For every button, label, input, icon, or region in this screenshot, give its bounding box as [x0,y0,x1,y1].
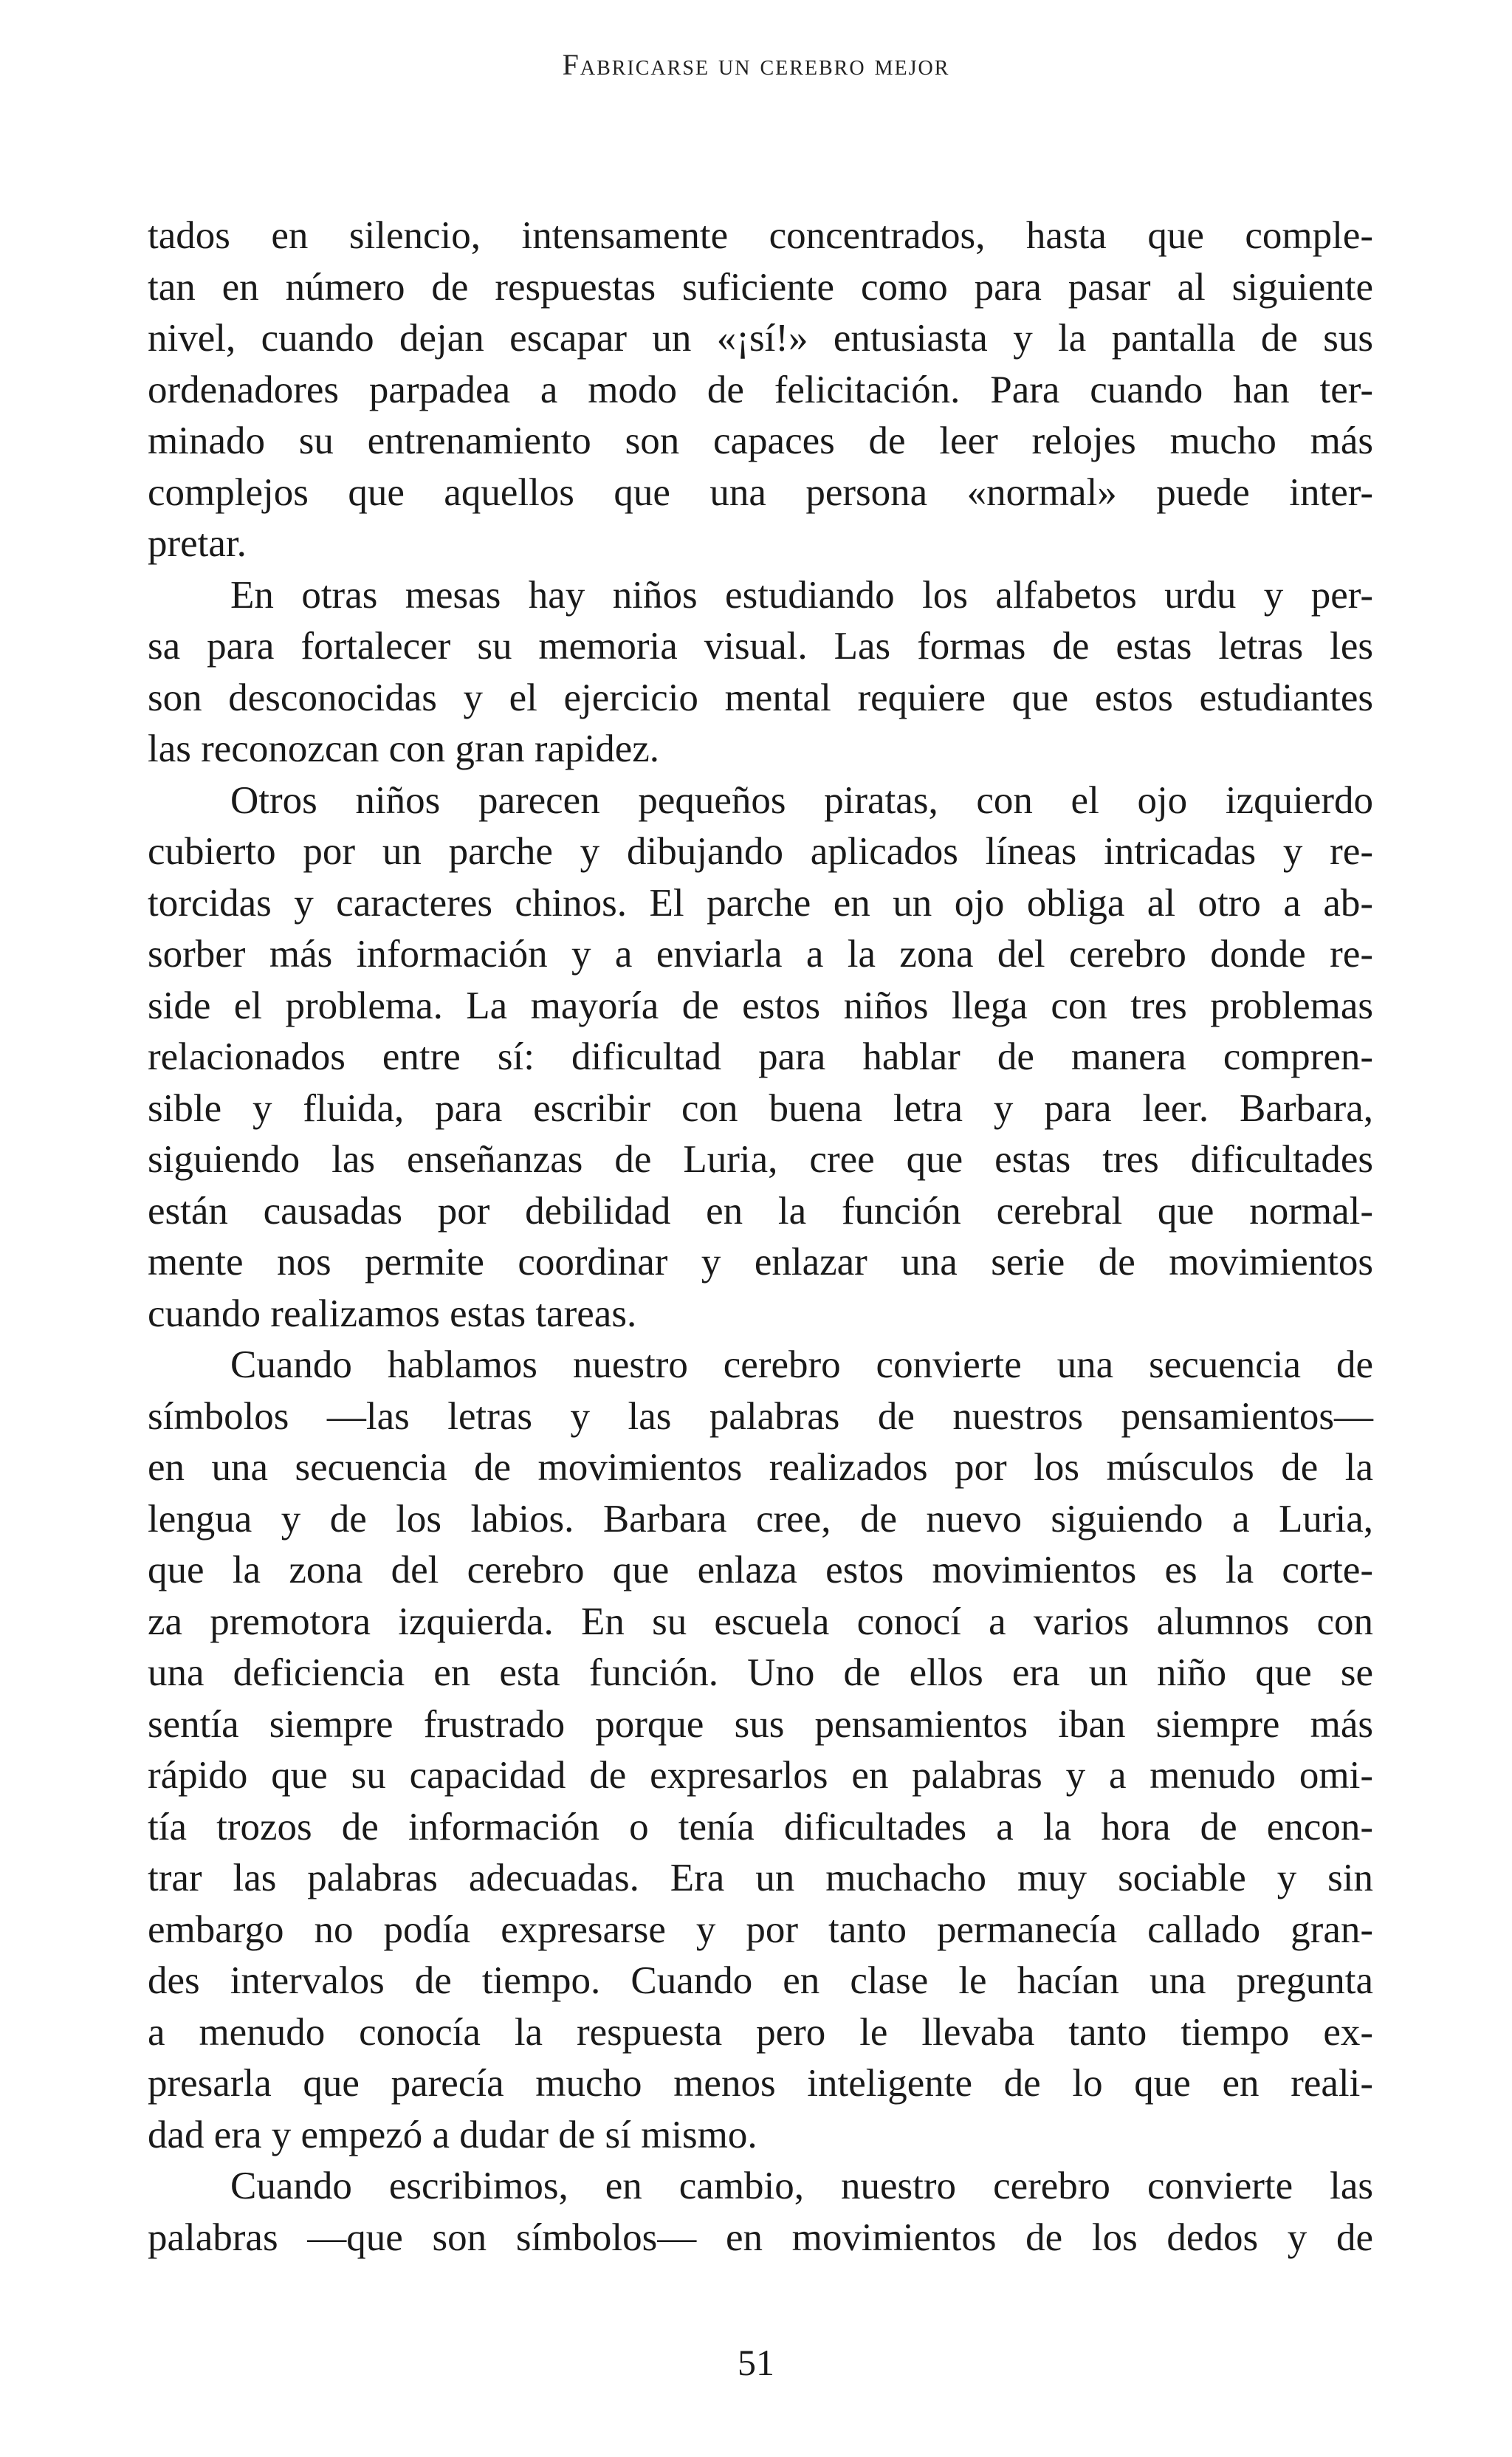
text-line: pretar. [148,522,247,565]
text-line: son desconocidas y el ejercicio mental requiere que estos estudiantes [148,676,1373,719]
text-line: tan en número de respuestas suficiente como para pasar al siguiente [148,265,1373,309]
text-line: las reconozcan con gran rapidez. [148,727,660,770]
text-line: Cuando hablamos nuestro cerebro convierte una secuencia de [230,1343,1373,1386]
page-number: 51 [738,2342,774,2383]
text-line: símbolos —las letras y las palabras de nuestros pensamientos— [148,1394,1373,1438]
text-line: a menudo conocía la respuesta pero le llevaba tanto tiempo ex- [148,2010,1373,2054]
text-line: za premotora izquierda. En su escuela conocí a varios alumnos con [148,1600,1373,1643]
text-line: sorber más información y a enviarla a la zona del cerebro donde re- [148,933,1373,976]
text-line: cuando realizamos estas tareas. [148,1292,637,1335]
text-line: dad era y empezó a dudar de sí mismo. [148,2113,757,2156]
text-line: sible y fluida, para escribir con buena letra y para leer. Barbara, [148,1086,1373,1130]
text-line: cubierto por un parche y dibujando aplicados líneas intricadas y re- [148,830,1373,873]
body-text [148,210,1373,2264]
text-line: tados en silencio, intensamente concentrados, hasta que comple- [148,214,1373,257]
text-line: side el problema. La mayoría de estos niños llega con tres problemas [148,984,1373,1027]
text-line: presarla que parecía mucho menos inteligente de lo que en reali- [148,2062,1373,2105]
text-line: torcidas y caracteres chinos. El parche en un ojo obliga al otro a ab- [148,881,1373,925]
text-line: en una secuencia de movimientos realizados por los músculos de la [148,1446,1373,1489]
text-line: siguiendo las enseñanzas de Luria, cree que estas tres dificultades [148,1138,1373,1181]
text-line: están causadas por debilidad en la función cerebral que normal- [148,1189,1373,1233]
text-line: nivel, cuando dejan escapar un «¡sí!» entusiasta y la pantalla de sus [148,317,1373,360]
text-line: lengua y de los labios. Barbara cree, de nuevo siguiendo a Luria, [148,1497,1373,1541]
text-line: relacionados entre sí: dificultad para hablar de manera compren- [148,1035,1373,1078]
text-line: ordenadores parpadea a modo de felicitación. Para cuando han ter- [148,368,1373,411]
text-line: tía trozos de información o tenía dificultades a la hora de encon- [148,1805,1373,1848]
text-line: complejos que aquellos que una persona «normal» puede inter- [148,470,1373,514]
text-line: Otros niños parecen pequeños piratas, con el ojo izquierdo [230,778,1373,822]
text-line: que la zona del cerebro que enlaza estos movimientos es la corte- [148,1549,1373,1591]
text-line: Cuando escribimos, en cambio, nuestro cerebro convierte las [230,2165,1373,2207]
text-line: rápido que su capacidad de expresarlos en palabras y a menudo omi- [148,1754,1373,1797]
text-line: trar las palabras adecuadas. Era un muchacho muy sociable y sin [148,1857,1373,1899]
text-line: En otras mesas hay niños estudiando los alfabetos urdu y per- [230,573,1373,617]
text-line: minado su entrenamiento son capaces de leer relojes mucho más [148,419,1373,462]
running-head: Fabricarse un cerebro mejor [562,48,950,81]
text-line: sentía siempre frustrado porque sus pensamientos iban siempre más [148,1702,1373,1746]
text-line: una deficiencia en esta función. Uno de ellos era un niño que se [148,1651,1373,1694]
text-line: sa para fortalecer su memoria visual. Las formas de estas letras les [148,625,1373,668]
text-line: palabras —que son símbolos— en movimientos de los dedos y de [148,2216,1373,2259]
text-line: embargo no podía expresarse y por tanto permanecía callado gran- [148,1908,1373,1951]
text-line: des intervalos de tiempo. Cuando en clase le hacían una pregunta [148,1959,1373,2002]
text-line: mente nos permite coordinar y enlazar una serie de movimientos [148,1241,1373,1284]
